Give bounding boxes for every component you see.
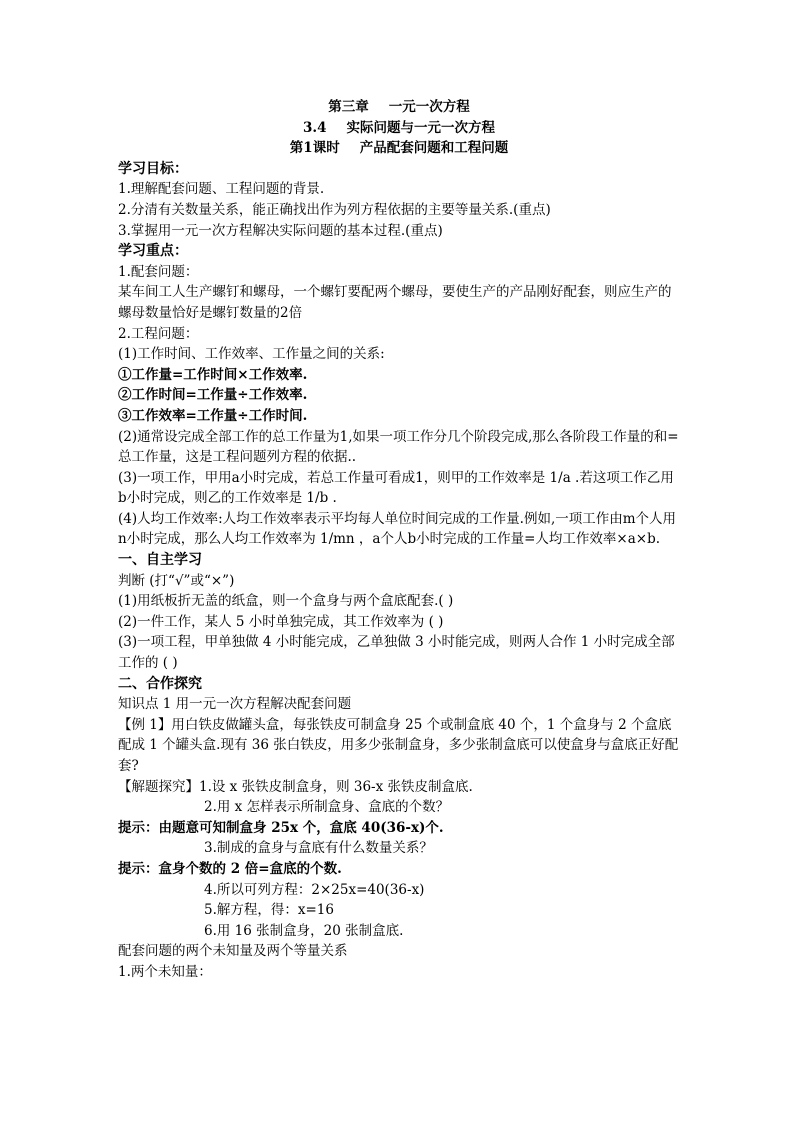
self-study-heading: 一、自主学习	[118, 552, 202, 569]
chapter-name: 一元一次方程	[388, 99, 470, 115]
solution-step-2: 2.用 x 怎样表示所制盒身、盒底的个数？	[204, 799, 450, 816]
goal-item-1: 1.理解配套问题、工程问题的背景.	[118, 181, 325, 198]
work-problem-title: 2.工程问题：	[118, 325, 199, 342]
hint-1: 提示：由题意可知制盒身 25x 个，盒底 40(36-x)个.	[118, 819, 444, 836]
section-title	[118, 118, 680, 139]
solution-step-6: 6.用 16 张制盒身，20 张制盒底.	[204, 922, 404, 939]
formula-efficiency: ③工作效率=工作量÷工作时间.	[118, 407, 308, 424]
section-number: 3.4	[303, 119, 327, 136]
formula-workload: ①工作量=工作时间×工作效率.	[118, 366, 308, 383]
knowledge-point: 知识点 1 用一元一次方程解决配套问题	[118, 696, 352, 713]
lesson-name: 产品配套问题和工程问题	[359, 140, 509, 157]
work-item-2: (2)通常设完成全部工作的总工作量为1,如果一项工作分几个阶段完成,那么各阶段工作量的和=总工作量，这是工程问题列方程的依据..	[118, 428, 679, 466]
judge-question-1: (1)用纸板折无盖的纸盒，则一个盒身与两个盒底配套.( )	[118, 593, 454, 610]
matching-problem-title: 1.配套问题：	[118, 263, 199, 280]
lesson-number: 第1课时	[289, 140, 340, 157]
keypoints-heading: 学习重点：	[118, 243, 188, 260]
work-relation-intro: (1)工作时间、工作效率、工作量之间的关系:	[118, 346, 385, 363]
unknowns-line: 1.两个未知量：	[118, 963, 212, 980]
formula-worktime: ②工作时间=工作量÷工作效率.	[118, 387, 308, 404]
coop-heading: 二、合作探究	[118, 675, 202, 692]
solution-step-3: 3.制成的盒身与盒底有什么数量关系？	[204, 840, 433, 857]
judge-question-3: (3)一项工程，甲单独做 4 小时能完成，乙单独做 3 小时能完成，则两人合作 1 小时完成全部工作的 ( )	[118, 634, 675, 672]
solution-step-1: 【解题探究】1.设 x 张铁皮制盒身，则 36-x 张铁皮制盒底.	[118, 778, 473, 795]
judge-question-2: (2)一件工作，某人 5 小时单独完成，其工作效率为 ( )	[118, 613, 444, 630]
matching-problem-text: 某车间工人生产螺钉和螺母，一个螺钉要配两个螺母，要使生产的产品刚好配套，则应生产的螺母数量恰好是螺钉数量的2倍	[118, 284, 672, 321]
solution-step-4: 4.所以可列方程：2×25x=40(36-x)	[204, 881, 425, 898]
document-page	[118, 97, 680, 983]
goal-item-2: 2.分清有关数量关系，能正确找出作为列方程依据的主要等量关系.(重点)	[118, 201, 551, 218]
goals-heading: 学习目标：	[118, 160, 188, 177]
judge-instruction: 判断 (打“√”或“×”)	[118, 572, 235, 589]
work-item-4: (4)人均工作效率:人均工作效率表示平均每人单位时间完成的工作量.例如,一项工作由m个人用n小时完成，那么人均工作效率为 1/mn ，a个人b小时完成的工作量=人均工作效率×a×b.	[118, 510, 677, 548]
solution-step-5: 5.解方程，得：x=16	[204, 902, 334, 919]
summary-line: 配套问题的两个未知量及两个等量关系	[118, 943, 348, 960]
chapter-title	[118, 97, 680, 118]
goal-item-3: 3.掌握用一元一次方程解决实际问题的基本过程.(重点)	[118, 222, 443, 239]
section-name: 实际问题与一元一次方程	[346, 119, 495, 136]
chapter-number: 第三章	[328, 99, 369, 115]
lesson-title	[118, 138, 680, 159]
work-item-3: (3)一项工作，甲用a小时完成，若总工作量可看成1，则甲的工作效率是 1/a .若这项工作乙用b小时完成，则乙的工作效率是 1/b .	[118, 469, 674, 507]
example-problem: 【例 1】用白铁皮做罐头盒，每张铁皮可制盒身 25 个或制盒底 40 个，1 个盒身与 2 个盒底配成 1 个罐头盒.现有 36 张白铁皮，用多少张制盒身，多少张制盒底可以使盒身与盒底正好配套?	[118, 716, 679, 774]
hint-2: 提示：盒身个数的 2 倍=盒底的个数.	[118, 860, 342, 877]
